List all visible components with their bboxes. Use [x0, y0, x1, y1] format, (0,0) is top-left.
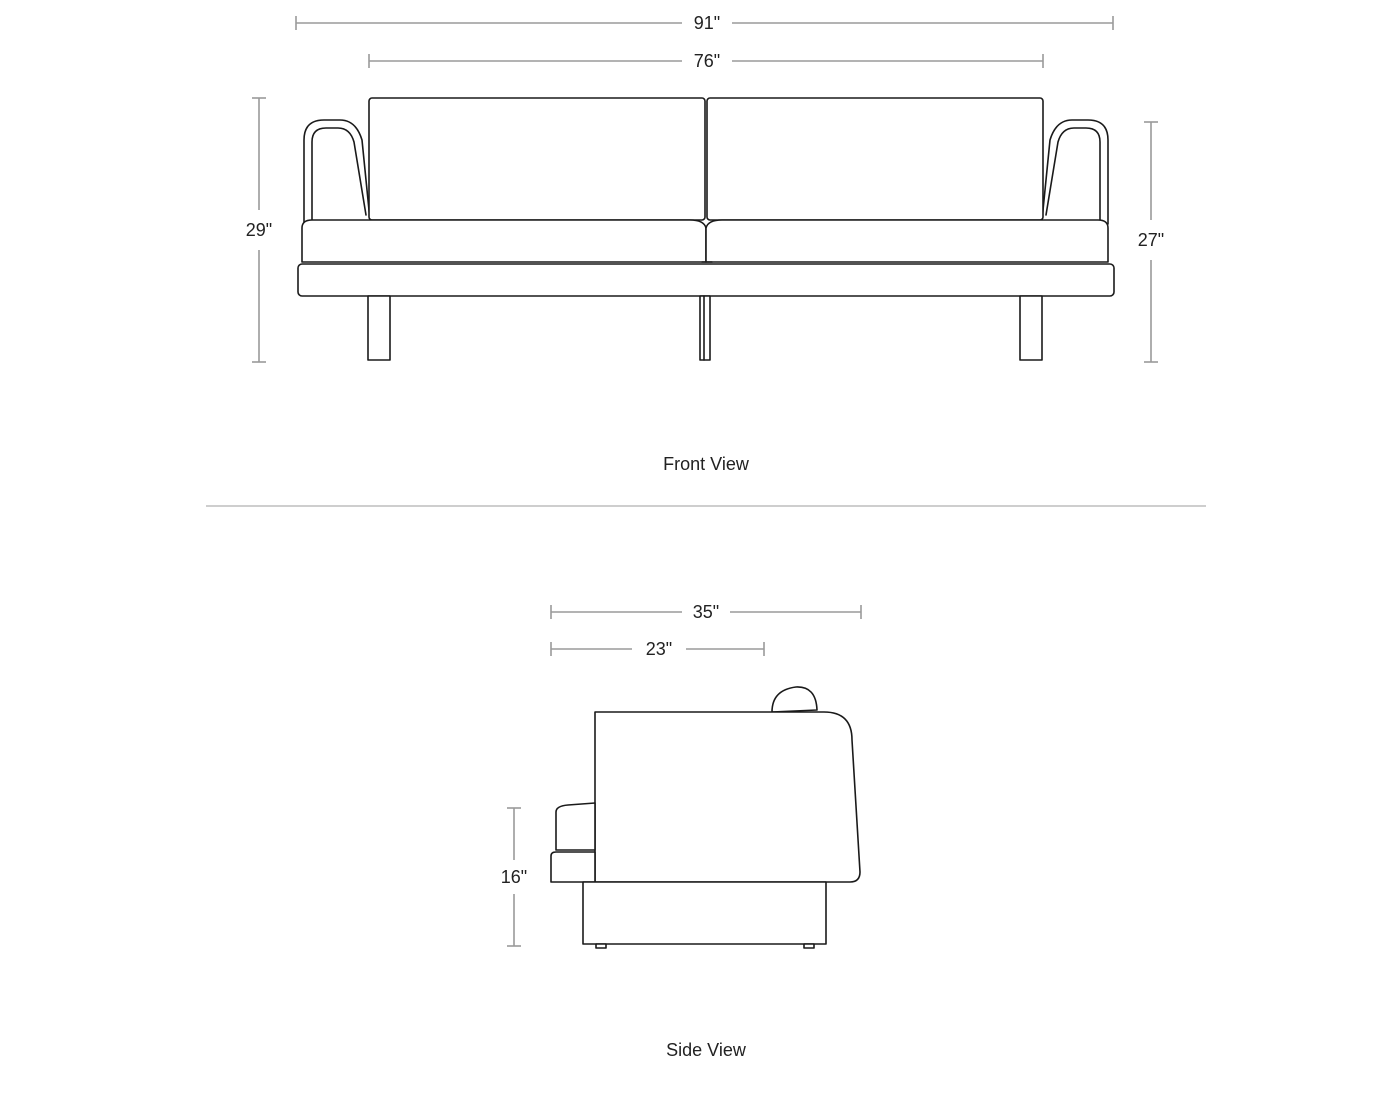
dimension-seat-width — [369, 51, 1043, 71]
left-arm-inner — [312, 128, 366, 224]
dimension-overall-depth — [551, 602, 861, 622]
dimension-seat-height — [501, 808, 527, 946]
dimension-label-arm-height: 27" — [1137, 230, 1165, 250]
seat-cushion-left — [302, 220, 706, 262]
side-view — [501, 602, 861, 1060]
leg-center — [700, 296, 710, 360]
back-cushion-side — [772, 687, 817, 712]
arm-side — [595, 712, 860, 882]
right-arm-frame — [1042, 120, 1108, 224]
front-view — [246, 13, 1164, 474]
dimension-label-overall-height: 29" — [245, 220, 273, 240]
dimension-overall-height — [246, 98, 272, 362]
base-side — [583, 882, 826, 944]
right-arm-inner — [1046, 128, 1100, 224]
leg-left — [368, 296, 390, 360]
seat-cushion-right — [706, 220, 1108, 262]
back-cushion-right — [707, 98, 1043, 220]
sofa-base — [298, 264, 1114, 296]
seat-base-side — [551, 852, 595, 882]
foot-back-side — [804, 944, 814, 948]
dimension-label-seat-depth: 23" — [645, 639, 673, 659]
left-arm-frame — [304, 120, 370, 224]
sofa-front-drawing — [298, 98, 1114, 360]
dimension-label-overall-depth: 35" — [692, 602, 720, 622]
foot-front-side — [596, 944, 606, 948]
dimension-overall-width — [296, 13, 1113, 33]
dimension-seat-depth — [551, 639, 764, 659]
sofa-side-drawing — [551, 687, 860, 948]
back-cushion-left — [369, 98, 705, 220]
dimension-arm-height — [1138, 122, 1164, 362]
leg-right — [1020, 296, 1042, 360]
dimension-label-seat-width: 76" — [693, 51, 721, 71]
seat-cushion-side — [556, 803, 595, 850]
dimension-label-overall-width: 91" — [693, 13, 721, 33]
dimension-label-seat-height: 16" — [500, 867, 528, 887]
front-view-caption: Front View — [663, 454, 749, 474]
side-view-caption: Side View — [666, 1040, 746, 1060]
